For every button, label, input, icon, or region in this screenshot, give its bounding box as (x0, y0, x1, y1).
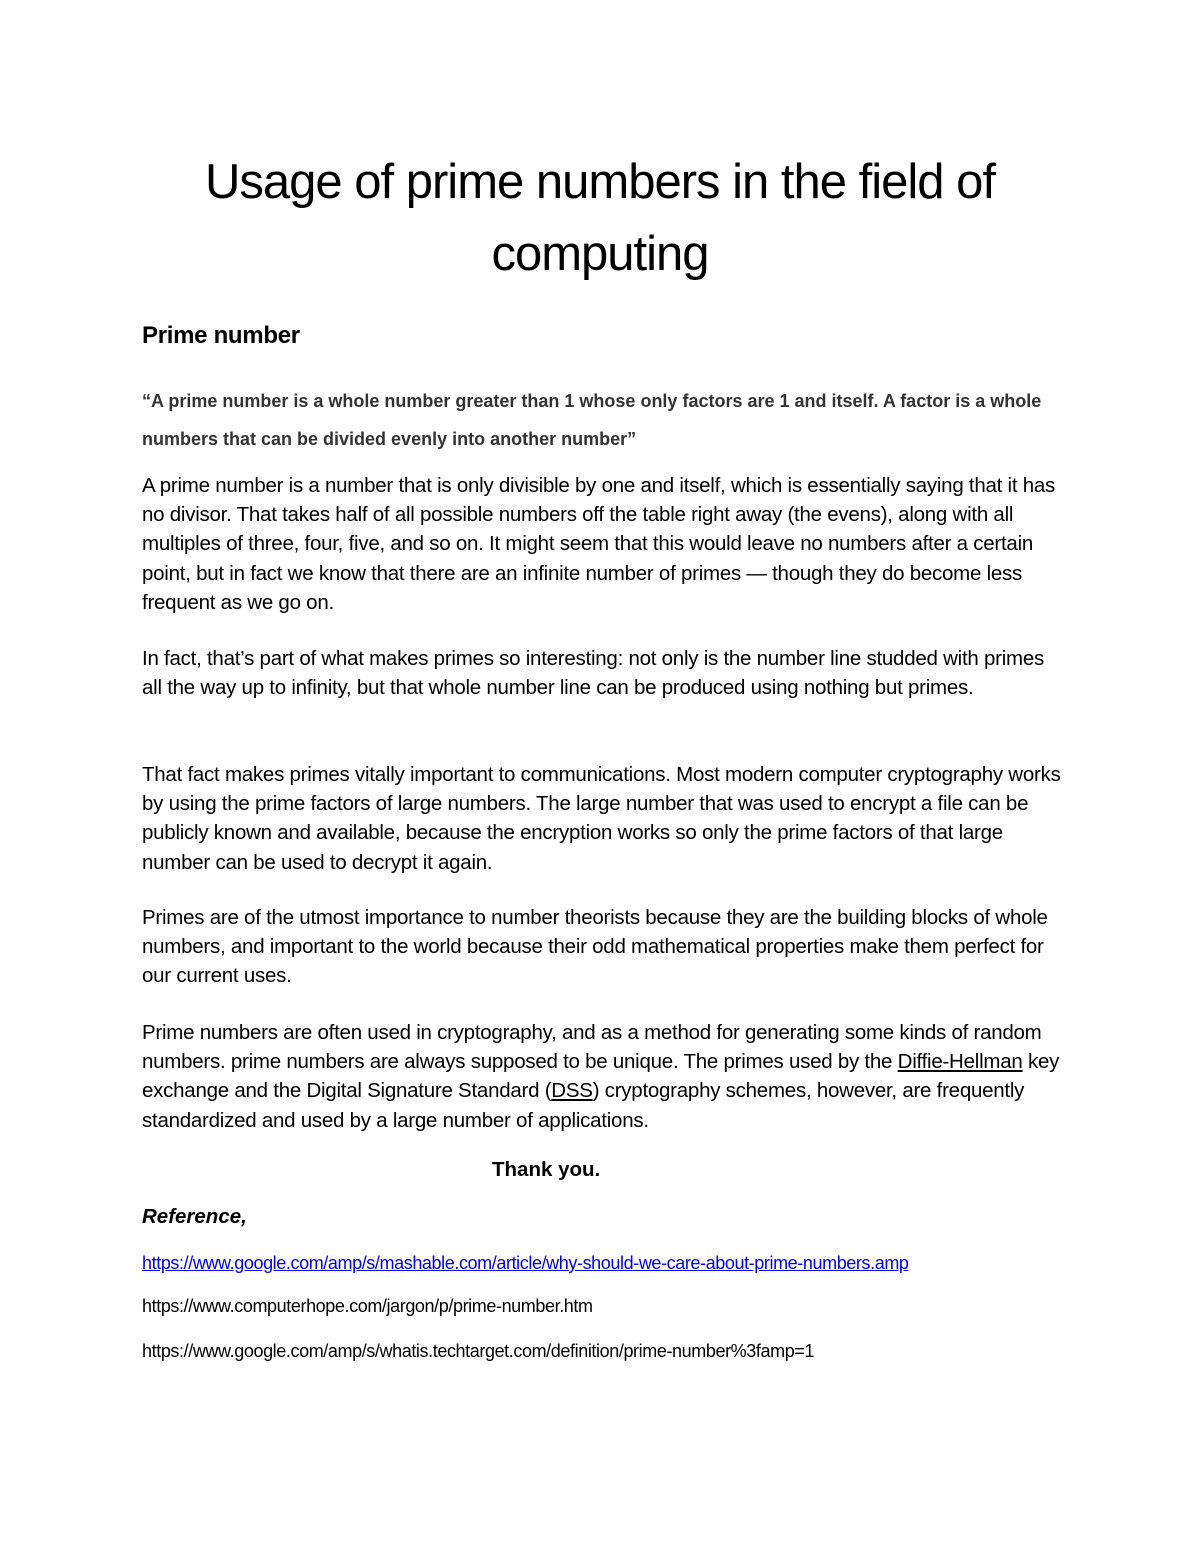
reference-link-2: https://www.computerhope.com/jargon/p/prime-number.htm (142, 1296, 593, 1316)
thank-you-text: Thank you. (492, 1158, 601, 1181)
paragraph-5-text-3: ) cryptography schemes, however, are frequently standardized and used by a large number of applications. (142, 1079, 1025, 1132)
reference-link-3: https://www.google.com/amp/s/whatis.techtarget.com/definition/prime-number%3famp=1 (142, 1341, 815, 1361)
paragraph-5-text-2: key exchange and the Digital Signature Standard ( (142, 1050, 1060, 1103)
paragraph-5 (142, 1018, 1067, 1135)
definition-quote: “A prime number is a whole number greater than 1 whose only factors are 1 and itself. A factor is a whole numbers that can be divided evenly into another number” (142, 391, 1042, 449)
section-heading: Prime number (142, 322, 300, 349)
reference-label: Reference, (142, 1205, 247, 1228)
paragraph-2: In fact, that’s part of what makes primes so interesting: not only is the number line studded with primes all the way up to infinity, but that whole number line can be produced using nothing but primes. (142, 647, 1045, 700)
paragraph-1: A prime number is a number that is only divisible by one and itself, which is essentially saying that it has no divisor. That takes half of all possible numbers off the table right away (the evens), along with all multiples of three, four, five, and so on. It might seem that this would leave no numbers after a certain point, but in fact we know that there are an infinite number of primes — though they do become less frequent as we go on. (142, 474, 1056, 614)
paragraph-3: That fact makes primes vitally important to communications. Most modern computer cryptography works by using the prime factors of large numbers. The large number that was used to encrypt a file can be publicly known and available, because the encryption works so only the prime factors of that large number can be used to decrypt it again. (142, 763, 1061, 874)
dss-link[interactable]: DSS (551, 1079, 593, 1103)
document-title: Usage of prime numbers in the field of computing (205, 155, 995, 281)
paragraph-5-text-1: Prime numbers are often used in cryptography, and as a method for generating some kinds of random numbers. prime numbers are always supposed to be unique. The primes used by the (142, 1021, 1042, 1074)
diffie-hellman-link[interactable]: Diffie-Hellman (897, 1050, 1023, 1074)
paragraph-4: Primes are of the utmost importance to number theorists because they are the building blocks of whole numbers, and important to the world because their odd mathematical properties make them perfect for our current uses. (142, 906, 1048, 988)
reference-link-1[interactable]: https://www.google.com/amp/s/mashable.com/article/why-should-we-care-about-prime-numbers.amp (142, 1253, 909, 1273)
